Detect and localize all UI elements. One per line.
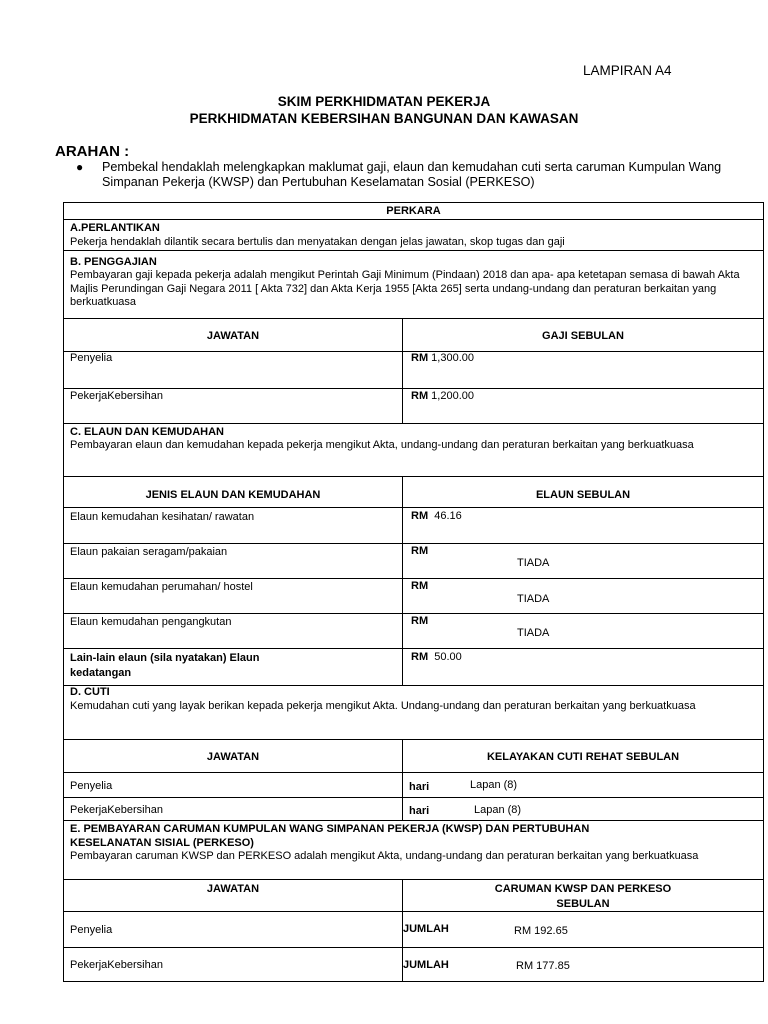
gaji-row-jawatan: Penyelia bbox=[70, 352, 113, 364]
gaji-row-jawatan: PekerjaKebersihan bbox=[70, 390, 163, 402]
caruman-row-jawatan: Penyelia bbox=[70, 924, 113, 936]
cuti-col-jawatan: JAWATAN bbox=[206, 751, 260, 763]
perkara-heading: PERKARA bbox=[386, 205, 441, 217]
unit-label: JUMLAH bbox=[403, 959, 449, 971]
elaun-other-line2: kedatangan bbox=[70, 667, 132, 679]
section-b-title: B. PENGGAJIAN bbox=[70, 256, 157, 268]
cuti-value: Lapan (8) bbox=[474, 804, 522, 816]
section-e-title-cont: KESELANATAN SISIAL (PERKESO) bbox=[70, 837, 254, 849]
document-title: SKIM PERKHIDMATAN PEKERJA bbox=[277, 94, 491, 109]
elaun-row-jenis: Elaun pakaian seragam/pakaian bbox=[70, 546, 228, 558]
elaun-amount: 46.16 bbox=[434, 510, 462, 522]
elaun-row-jenis: Elaun kemudahan perumahan/ hostel bbox=[70, 581, 253, 593]
section-e-title: E. PEMBAYARAN CARUMAN KUMPULAN WANG SIMPANAN PEKERJA (KWSP) DAN PERTUBUHAN bbox=[70, 823, 590, 835]
caruman-row-jawatan: PekerjaKebersihan bbox=[70, 959, 163, 971]
arahan-text: Pembekal hendaklah melengkapkan maklumat gaji, elaun dan kemudahan cuti serta caruman Kumpulan Wang Simpanan Pekerja (KWSP) dan Pertubuhan Keselamatan Sosial (PERKESO) bbox=[102, 160, 722, 189]
elaun-amount: TIADA bbox=[517, 627, 550, 639]
caruman-col-jawatan: JAWATAN bbox=[206, 883, 260, 895]
bullet-icon: ● bbox=[76, 160, 84, 174]
section-e-text: Pembayaran caruman KWSP dan PERKESO adalah mengikut Akta, undang-undang dan peraturan berkaitan yang berkuatkuasa bbox=[70, 850, 699, 862]
caruman-value: RM 192.65 bbox=[514, 925, 568, 937]
gaji-col-gaji: GAJI SEBULAN bbox=[542, 330, 624, 342]
cuti-row-jawatan: PekerjaKebersihan bbox=[70, 804, 163, 816]
cuti-col-kelayakan: KELAYAKAN CUTI REHAT SEBULAN bbox=[486, 751, 680, 763]
currency-label: RM bbox=[411, 651, 429, 663]
elaun-col-elaun: ELAUN SEBULAN bbox=[535, 489, 631, 501]
section-b-text: Pembayaran gaji kepada pekerja adalah mengikut Perintah Gaji Minimum (Pindaan) 2018 dan apa- apa ketetapan semasa di bawah Akta Majlis Perundingan Gaji Negara 2011 [ Akta 732] dan Akta Kerja 1955 [Akta 265] serta undang-undang dan peraturan berkaitan yang berkuatkuasa bbox=[70, 269, 740, 308]
document-subtitle: PERKHIDMATAN KEBERSIHAN BANGUNAN DAN KAWASAN bbox=[189, 111, 579, 126]
caruman-col-caruman: CARUMAN KWSP DAN PERKESO bbox=[494, 883, 672, 895]
currency-label: RM bbox=[411, 580, 429, 592]
currency-label: RM bbox=[411, 510, 429, 522]
section-a-title: A.PERLANTIKAN bbox=[70, 222, 160, 234]
arahan-heading: ARAHAN : bbox=[55, 143, 130, 160]
gaji-row-value bbox=[411, 389, 474, 403]
section-a-text: Pekerja hendaklah dilantik secara bertulis dan menyatakan dengan jelas jawatan, skop tugas dan gaji bbox=[70, 236, 565, 248]
elaun-amount: TIADA bbox=[517, 593, 550, 605]
elaun-amount: TIADA bbox=[517, 557, 550, 569]
currency-label: RM bbox=[411, 545, 429, 557]
unit-label: JUMLAH bbox=[403, 923, 449, 935]
section-c-title: C. ELAUN DAN KEMUDAHAN bbox=[70, 426, 224, 438]
elaun-other-value bbox=[411, 650, 462, 664]
elaun-col-jenis: JENIS ELAUN DAN KEMUDAHAN bbox=[145, 489, 321, 501]
unit-label: hari bbox=[409, 805, 430, 817]
caruman-col-caruman-cont: SEBULAN bbox=[556, 898, 610, 910]
section-d-text: Kemudahan cuti yang layak berikan kepada pekerja mengikut Akta. Undang-undang dan peraturan berkaitan yang berkuatkuasa bbox=[70, 700, 696, 712]
elaun-row-jenis: Elaun kemudahan pengangkutan bbox=[70, 616, 232, 628]
perkara-table bbox=[63, 202, 764, 982]
gaji-row-value bbox=[411, 351, 474, 365]
elaun-row-value bbox=[411, 509, 462, 523]
gaji-amount: 1,300.00 bbox=[431, 352, 474, 364]
cuti-value: Lapan (8) bbox=[470, 779, 518, 791]
unit-label: hari bbox=[409, 781, 430, 793]
currency-label: RM bbox=[411, 615, 429, 627]
cuti-row-jawatan: Penyelia bbox=[70, 780, 113, 792]
gaji-col-jawatan: JAWATAN bbox=[206, 330, 260, 342]
section-d-title: D. CUTI bbox=[70, 686, 110, 698]
currency-label: RM bbox=[411, 352, 429, 364]
elaun-amount: 50.00 bbox=[434, 651, 462, 663]
section-c-text: Pembayaran elaun dan kemudahan kepada pekerja mengikut Akta, undang-undang dan peraturan berkaitan yang berkuatkuasa bbox=[70, 439, 694, 451]
elaun-row-jenis: Elaun kemudahan kesihatan/ rawatan bbox=[70, 511, 255, 523]
currency-label: RM bbox=[411, 390, 429, 402]
elaun-other-line1: Lain-lain elaun (sila nyatakan) Elaun bbox=[70, 652, 260, 664]
gaji-amount: 1,200.00 bbox=[431, 390, 474, 402]
lampiran-label: LAMPIRAN A4 bbox=[583, 63, 672, 78]
caruman-value: RM 177.85 bbox=[516, 960, 570, 972]
